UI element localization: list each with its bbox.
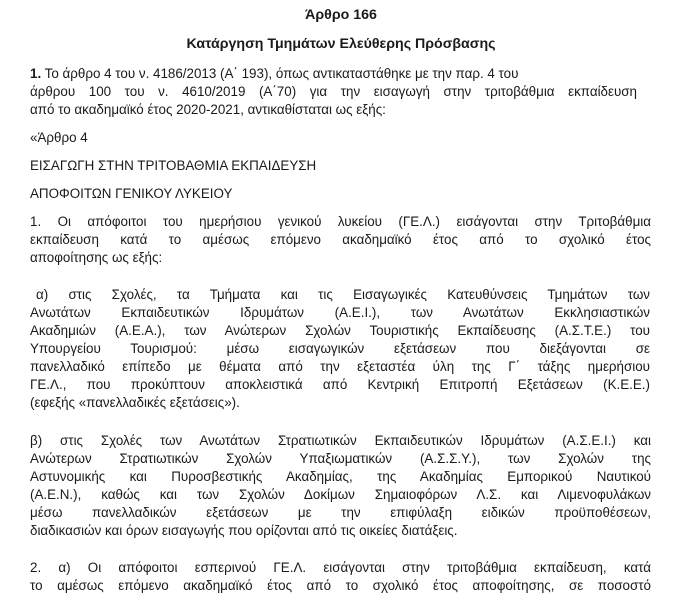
item-a-line-6: ΓΕ.Λ., που προκύπτουν αποκλειστικά από Κεντρική Επιτροπή Εξετάσεων (Κ.Ε.Ε.) [30,377,650,392]
article-subheading: Κατάργηση Τμημάτων Ελεύθερης Πρόσβασης [186,36,496,52]
item-b-line-3: Αστυνομικής και Πυροσβεστικής Ακαδημίας, της Ακαδημίας Εμπορικού Ναυτικού [30,469,651,484]
article-heading: Άρθρο 166 [305,7,377,23]
para1-line-1-text: Το άρθρο 4 του ν. 4186/2013 (Α΄ 193), όπως αντικαταστάθηκε με την παρ. 4 του [44,66,519,81]
para1-line-1 [30,65,637,83]
quoted-heading-2: ΑΠΟΦΟΙΤΩΝ ΓΕΝΙΚΟΥ ΛΥΚΕΙΟΥ [30,186,233,201]
quoted-article-open: «Άρθρο 4 [30,130,88,145]
quoted-heading-1: ΕΙΣΑΓΩΓΗ ΣΤΗΝ ΤΡΙΤΟΒΑΘΜΙΑ ΕΚΠΑΙΔΕΥΣΗ [30,158,317,173]
item-b-line-2: Ανώτερων Στρατιωτικών Σχολών Υπαξιωματικών (Α.Σ.Σ.Υ.), των Σχολών της [30,451,651,466]
para1-line-2: άρθρου 100 του ν. 4610/2019 (Α΄70) για την εισαγωγή στην τριτοβάθμια εκπαίδευση [30,84,637,99]
item1-line-2: εκπαίδευση κατά το αμέσως επόμενο ακαδημαϊκό έτος από το σχολικό έτος [30,232,651,247]
item-a-line-7: (εφεξής «πανελλαδικές εξετάσεις»). [30,395,240,410]
item-a-line-1: α) στις Σχολές, τα Τμήματα και τις Εισαγωγικές Κατευθύνσεις Τμημάτων των [36,287,650,302]
item-b-line-4: (Α.Ε.Ν.), καθώς και των Σχολών Δοκίμων Σημαιοφόρων Λ.Σ. και Λιμενοφυλάκων [30,487,651,502]
item-a-line-2: Ανωτάτων Εκπαιδευτικών Ιδρυμάτων (Α.Ε.Ι.), των Ανωτάτων Εκκλησιαστικών [30,305,650,320]
item-a-line-3: Ακαδημιών (Α.Ε.Α.), των Ανώτερων Σχολών Τουριστικής Εκπαίδευσης (Α.Σ.Τ.Ε.) του [30,323,650,338]
item1-line-3: αποφοίτησης ως εξής: [30,250,163,265]
item1-line-1: 1. Οι απόφοιτοι του ημερήσιου γενικού λυκείου (ΓΕ.Λ.) εισάγονται στην Τριτοβάθμια [30,214,651,229]
item2-line-1: 2. α) Οι απόφοιτοι εσπερινού ΓΕ.Λ. εισάγονται στην τριτοβάθμια εκπαίδευση, κατά [30,560,651,575]
para1-number: 1. [30,66,42,81]
item-b-line-5: μέσω πανελλαδικών εξετάσεων με την επιφύλαξη ειδικών προϋποθέσεων, [30,505,651,520]
item-a-line-4: Υπουργείου Τουρισμού: μέσω εισαγωγικών εξετάσεων που διεξάγονται σε [30,341,650,356]
para1-line-3: από το ακαδημαϊκό έτος 2020-2021, αντικαθίσταται ως εξής: [30,102,386,117]
item-b-line-6: διαδικασιών και όρων εισαγωγής που ορίζονται από τις οικείες διατάξεις. [30,523,458,538]
item-a-line-5: πανελλαδικό επίπεδο με θέματα από την εξεταστέα ύλη της Γ΄ τάξης ημερήσιου [30,359,650,374]
item-b-line-1: β) στις Σχολές των Ανωτάτων Στρατιωτικών Εκπαιδευτικών Ιδρυμάτων (Α.Σ.Ε.Ι.) και [30,433,651,448]
item2-line-2: το αμέσως επόμενο ακαδημαϊκό έτος από το σχολικό έτος αποφοίτησης, σε ποσοστό [30,578,651,593]
